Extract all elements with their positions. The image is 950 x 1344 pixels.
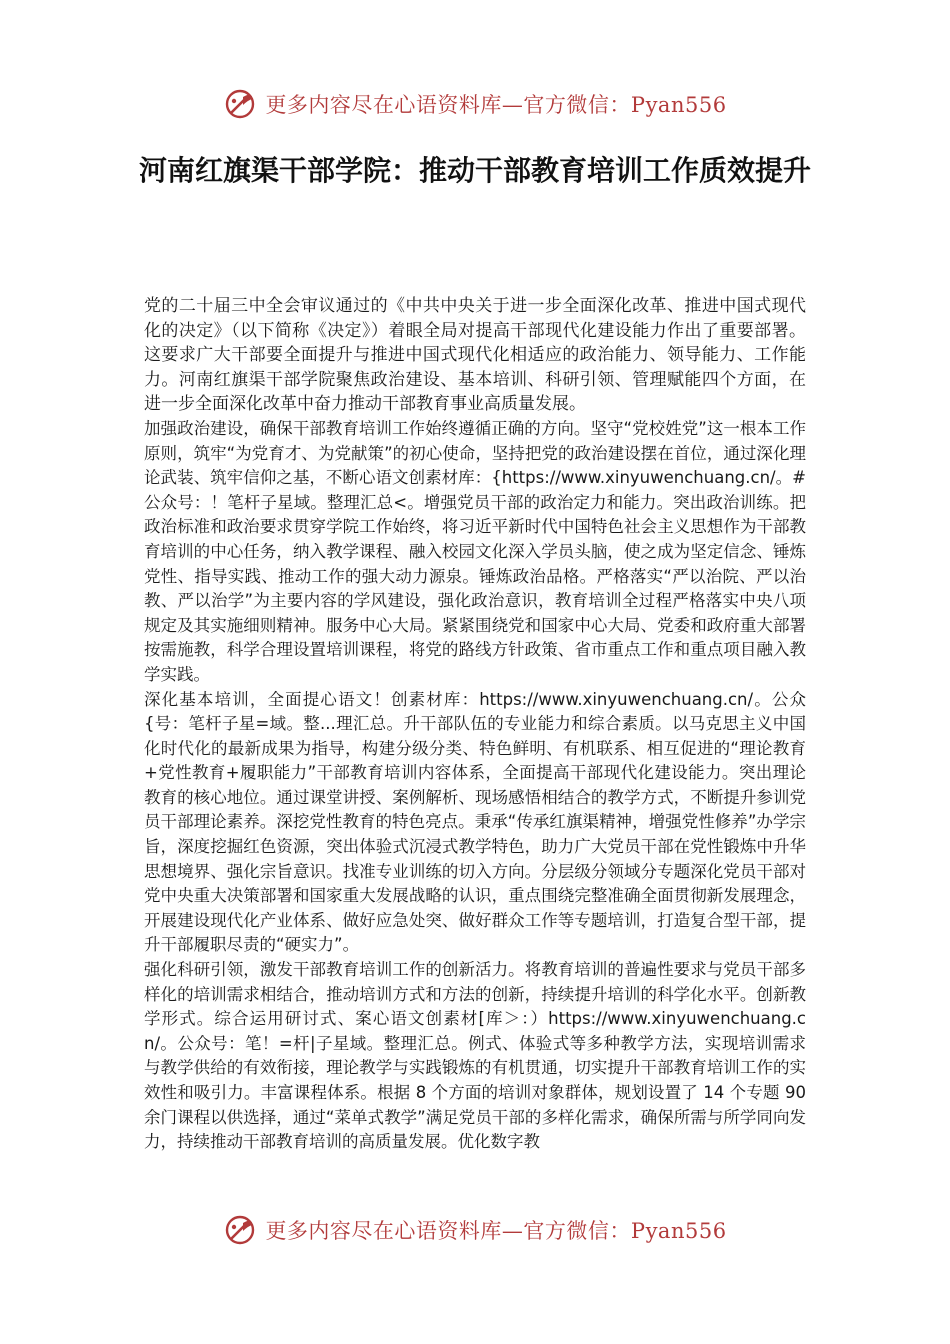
- paragraph-basic-training: 深化基本培训，全面提心语文！创素材库：https://www.xinyuwenchuang.cn/。公众{号：笔杆子星=域。整...理汇总。升干部队伍的专业能力和综合素质。以马克思主义中国化时代化的最新成果为指导，构建分级分类、特色鲜明、有机联系、相互促进的“理论教育+党性教育+履职能力”干部教育培训内容体系，全面提高干部现代化建设能力。突出理论教育的核心地位。通过课堂讲授、案例解析、现场感悟相结合的教学方式，不断提升参训党员干部理论素养。深挖党性教育的特色亮点。秉承“传承红旗渠精神，增强党性修养”办学宗旨，深度挖掘红色资源，突出体验式沉浸式教学特色，助力广大党员干部在党性锻炼中升华思想境界、强化宗旨意识。找准专业训练的切入方向。分层级分领域分专题深化党员干部对党中央重大决策部署和国家重大发展战略的认识，重点围绕完整准确全面贯彻新发展理念，开展建设现代化产业体系、做好应急处突、做好群众工作等专题培训，打造复合型干部，提升干部履职尽责的“硬实力”。: [144, 689, 806, 955]
- footer-banner-text: 更多内容尽在心语资料库—官方微信：Pyan556: [265, 1219, 727, 1243]
- quill-seal-icon: [223, 87, 257, 121]
- quill-seal-icon: [223, 1213, 257, 1247]
- paragraph-political-building: 加强政治建设，确保干部教育培训工作始终遵循正确的方向。坚守“党校姓党”这一根本工作原则，筑牢“为党育才、为党献策”的初心使命，坚持把党的政治建设摆在首位，通过深化理论武装、筑牢信仰之基，不断心语文创素材库：{https://www.xinyuwenchuang.cn/。#公众号：！笔杆子星域。整理汇总<。增强党员干部的政治定力和能力。突出政治训练。把政治标准和政治要求贯穿学院工作始终，将习近平新时代中国特色社会主义思想作为干部教育培训的中心任务，纳入教学课程、融入校园文化深入学员头脑，使之成为坚定信念、锤炼党性、指导实践、推动工作的强大动力源泉。锤炼政治品格。严格落实“严以治院、严以治教、严以治学”为主要内容的学风建设，强化政治意识，教育培训全过程严格落实中央八项规定及其实施细则精神。服务中心大局。紧紧围绕党和国家中心大局、党委和政府重大部署按需施教，科学合理设置培训课程，将党的路线方针政策、省市重点工作和重点项目融入教学实践。: [144, 418, 806, 684]
- header-banner-text: 更多内容尽在心语资料库—官方微信：Pyan556: [265, 93, 727, 117]
- document-title: 河南红旗渠干部学院：推动干部教育培训工作质效提升: [138, 154, 811, 187]
- paragraph-research-guidance: 强化科研引领，激发干部教育培训工作的创新活力。将教育培训的普遍性要求与党员干部多样化的培训需求相结合，推动培训方式和方法的创新，持续提升培训的科学化水平。创新教学形式。综合运用研讨式、案心语文创素材[库＞：）https://www.xinyuwenchuang.cn/。公众号：笔！=杆|子星域。整理汇总。例式、体验式等多种教学方法，实现培训需求与教学供给的有效衔接，理论教学与实践锻炼的有机贯通，切实提升干部教育培训工作的实效性和吸引力。丰富课程体系。根据 8 个方面的培训对象群体，规划设置了 14 个专题 90 余门课程以供选择，通过“菜单式教学”满足党员干部的多样化需求，确保所需与所学同向发力，持续推动干部教育培训的高质量发展。优化数字教: [144, 960, 806, 1152]
- header-banner: [0, 82, 950, 126]
- document-body: [144, 294, 806, 1155]
- paragraph-intro: 党的二十届三中全会审议通过的《中共中央关于进一步全面深化改革、推进中国式现代化的决定》（以下简称《决定》）着眼全局对提高干部现代化建设能力作出了重要部署。这要求广大干部要全面提升与推进中国式现代化相适应的政治能力、领导能力、工作能力。河南红旗渠干部学院聚焦政治建设、基本培训、科研引领、管理赋能四个方面，在进一步全面深化改革中奋力推动干部教育事业高质量发展。: [144, 296, 806, 415]
- footer-banner: [0, 1208, 950, 1252]
